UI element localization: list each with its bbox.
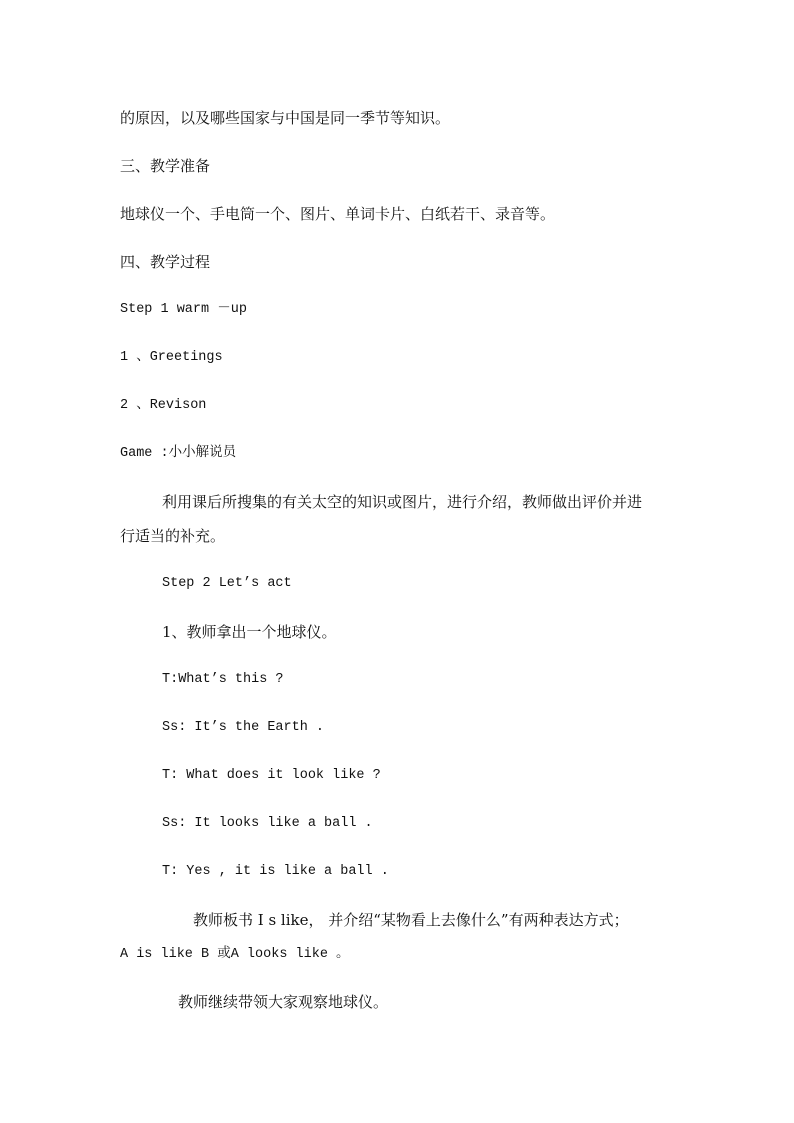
text-line: 教师继续带领大家观察地球仪。 [178, 993, 389, 1011]
dialogue-line: Ss: It’s the Earth . [162, 720, 325, 735]
text-line: 1 、Greetings [120, 350, 223, 365]
text-line: 教师板书 I s like， 并介绍“某物看上去像什么”有两种表达方式； [193, 911, 629, 929]
text-line: 行适当的补充。 [120, 527, 226, 545]
text-line: 利用课后所搜集的有关太空的知识或图片，进行介绍，教师做出评价并进 [162, 493, 643, 511]
dialogue-line: Ss: It looks like a ball . [162, 816, 373, 831]
dialogue-line: T: Yes , it is like a ball . [162, 864, 389, 879]
text-line: 的原因，以及哪些国家与中国是同一季节等知识。 [120, 109, 451, 127]
text-line: A is like B 或A looks like 。 [120, 947, 350, 962]
section-heading: 三、教学准备 [120, 157, 211, 175]
text-line: 2 、Revison [120, 398, 207, 413]
text-line: 地球仪一个、手电筒一个、图片、单词卡片、白纸若干、录音等。 [120, 205, 556, 223]
section-heading: 四、教学过程 [120, 253, 211, 271]
dialogue-line: T:What’s this ? [162, 672, 284, 687]
text-line: Game :小小解说员 [120, 446, 237, 461]
text-line: 1、教师拿出一个地球仪。 [162, 623, 337, 641]
step-heading: Step 2 Let’s act [162, 576, 292, 591]
step-heading: Step 1 warm －up [120, 302, 247, 317]
dialogue-line: T: What does it look like ? [162, 768, 381, 783]
